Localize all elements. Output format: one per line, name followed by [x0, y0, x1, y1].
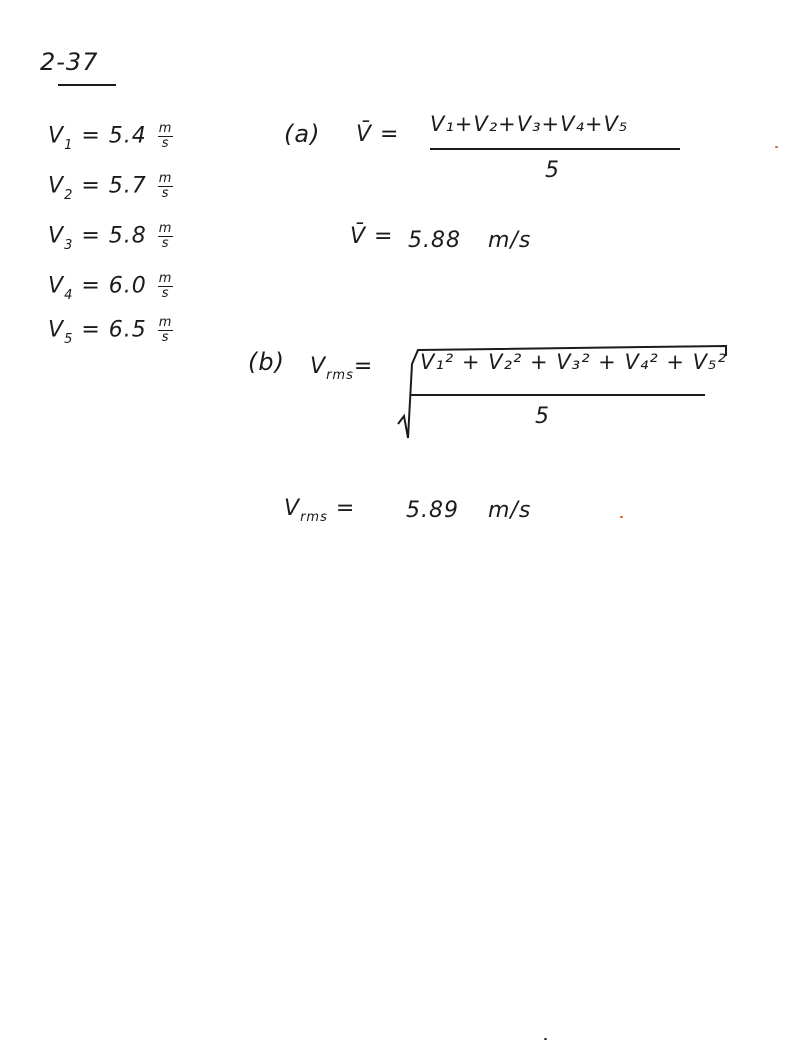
part-a-denominator: 5	[545, 158, 560, 183]
part-b-result-value: 5.89	[406, 498, 459, 523]
part-b-result-equals: =	[335, 496, 356, 521]
part-b-lhs-symbol: V	[310, 354, 327, 379]
part-b-lhs-equals: =	[353, 354, 374, 379]
problem-number-underline	[58, 84, 116, 86]
given-unit: $\frac{m}{s}$	[158, 171, 173, 201]
part-b-denominator: 5	[535, 404, 550, 429]
part-b-result-unit: m/s	[488, 498, 532, 523]
given-unit: $\frac{m}{s}$	[158, 121, 173, 151]
scan-speck	[620, 516, 623, 518]
given-unit: $\frac{m}{s}$	[158, 315, 173, 345]
problem-number: 2-37	[40, 48, 99, 76]
given-value: 5.4	[108, 123, 147, 149]
part-b-result-subscript: rms	[300, 510, 328, 525]
given-v5	[48, 316, 173, 345]
given-unit: $\frac{m}{s}$	[158, 271, 173, 301]
part-b-result-symbol: V	[284, 496, 301, 521]
given-symbol: V	[48, 123, 65, 149]
given-equals: =	[81, 123, 101, 149]
given-equals: =	[81, 173, 101, 199]
given-subscript: 4	[64, 287, 74, 303]
part-b-numerator: V₁² + V₂² + V₃² + V₄² + V₅²	[420, 350, 727, 374]
part-a-numerator: V₁+V₂+V₃+V₄+V₅	[430, 112, 629, 136]
given-symbol: V	[48, 173, 65, 199]
given-symbol: V	[48, 223, 65, 249]
given-value: 6.5	[108, 317, 147, 343]
part-a-result-lhs: V̄ =	[350, 224, 394, 249]
square-root-sign	[396, 320, 736, 440]
part-b-fraction-bar	[410, 394, 705, 396]
given-symbol: V	[48, 317, 65, 343]
part-b-result	[284, 496, 356, 525]
given-value: 5.8	[108, 223, 147, 249]
part-a-fraction-bar	[430, 148, 680, 150]
given-v4	[48, 272, 173, 301]
part-a-result-value: 5.88	[408, 228, 461, 253]
given-subscript: 1	[64, 137, 74, 153]
given-v3	[48, 222, 173, 251]
scan-speck	[775, 146, 778, 148]
given-value: 6.0	[108, 273, 147, 299]
given-symbol: V	[48, 273, 65, 299]
given-equals: =	[81, 223, 101, 249]
part-b-lhs-subscript: rms	[326, 368, 354, 383]
part-a-result-unit: m/s	[488, 228, 532, 253]
part-a-label: (a)	[284, 120, 321, 148]
given-equals: =	[81, 317, 101, 343]
part-a-lhs: V̄ =	[356, 122, 400, 147]
scan-speck	[544, 1038, 547, 1040]
given-value: 5.7	[108, 173, 147, 199]
part-b-label: (b)	[248, 348, 285, 376]
given-equals: =	[81, 273, 101, 299]
given-unit: $\frac{m}{s}$	[158, 221, 173, 251]
given-subscript: 3	[64, 237, 74, 253]
given-subscript: 5	[64, 331, 74, 347]
given-subscript: 2	[64, 187, 74, 203]
given-v1	[48, 122, 173, 151]
given-v2	[48, 172, 173, 201]
part-b-lhs	[310, 354, 374, 383]
